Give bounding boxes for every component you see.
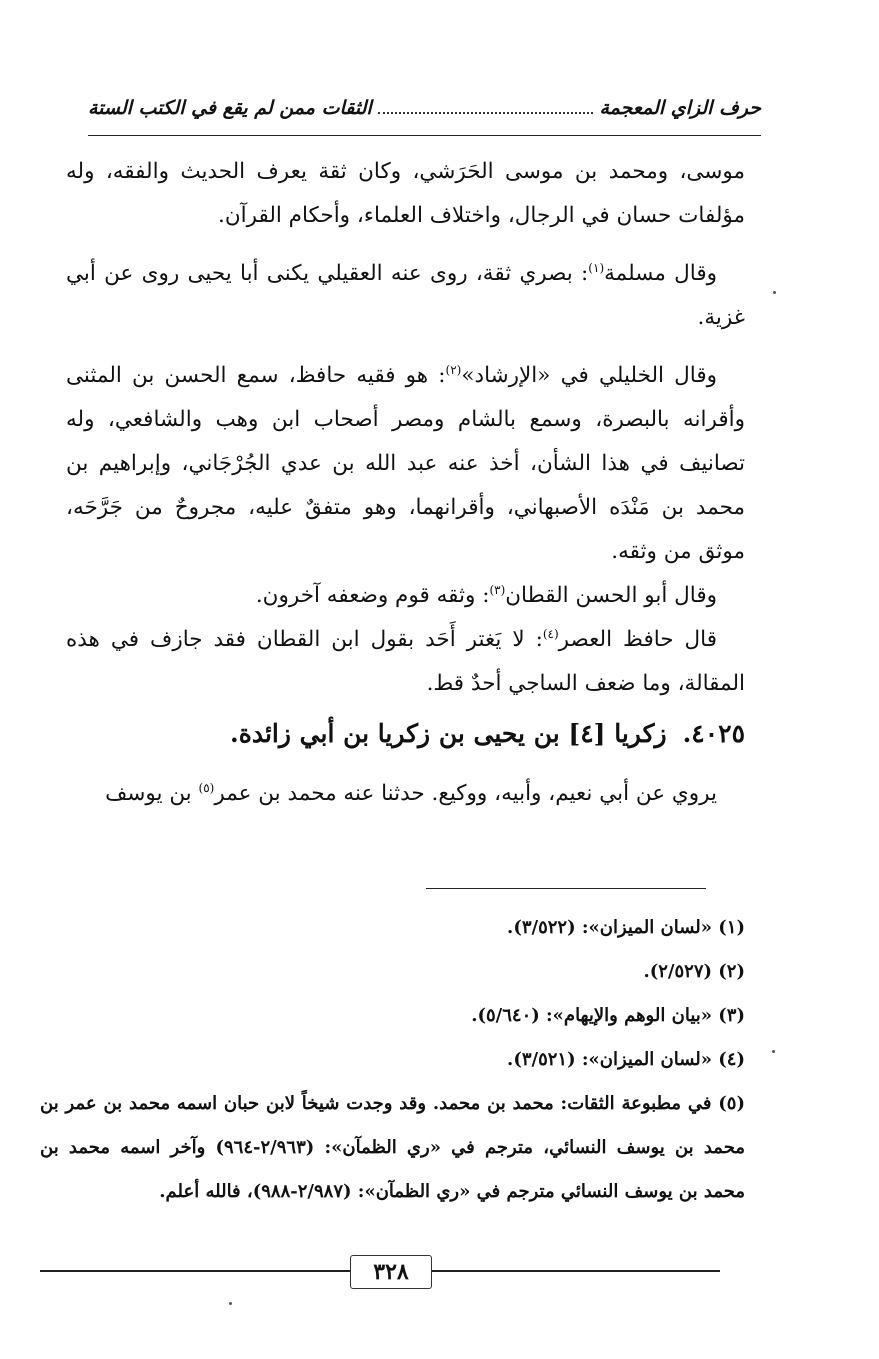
paragraph-text: وقال الخليلي في «الإرشاد» xyxy=(461,363,717,388)
paragraph-entry-body xyxy=(66,772,745,816)
scan-speck xyxy=(773,291,776,294)
footnote-3: (٣) «بيان الوهم والإيهام»: (٥/٦٤٠). xyxy=(471,1005,745,1026)
paragraph-continuation: موسى، ومحمد بن موسى الحَرَشي، وكان ثقة يعرف الحديث والفقه، وله مؤلفات حسان في الرجال، واختلاف العلماء، وأحكام القرآن. xyxy=(66,159,745,228)
footnote-ref-4: (٤) xyxy=(542,626,559,641)
header-book-title: الثقات ممن لم يقع في الكتب الستة xyxy=(88,97,372,119)
paragraph-text: وقال أبو الحسن القطان xyxy=(505,583,717,608)
footnote-ref-2: (٢) xyxy=(445,362,462,377)
paragraph-text: بن يوسف xyxy=(105,781,199,806)
paragraph-text: يروي عن أبي نعيم، وأبيه، ووكيع. حدثنا عنه محمد بن عمر xyxy=(214,781,717,806)
paragraph-maslama xyxy=(66,252,745,340)
header-leader-dots xyxy=(378,98,594,114)
entry-heading xyxy=(66,710,745,758)
page-number: ٣٢٨ xyxy=(350,1255,432,1289)
paragraph-text: : وثقه قوم وضعفه آخرون. xyxy=(255,583,490,608)
footnote-4: (٤) «لسان الميزان»: (٣/٥٢١). xyxy=(507,1049,745,1070)
footnotes xyxy=(40,906,745,1214)
paragraph-khalili xyxy=(66,354,745,574)
running-header xyxy=(88,97,761,136)
footnote-ref-3: (٣) xyxy=(489,582,506,597)
header-chapter-title: حرف الزاي المعجمة xyxy=(599,97,761,119)
paragraph-text: وقال مسلمة xyxy=(604,261,717,286)
main-text xyxy=(66,150,745,816)
paragraph-text: : لا يَغتر أَحَد بقول ابن القطان فقد جازف في هذه المقالة، وما ضعف الساجي أحدٌ قط. xyxy=(66,627,745,696)
paragraph-qattan xyxy=(66,574,745,618)
entry-title: زكريا [٤] بن يحيى بن زكريا بن أبي زائدة. xyxy=(230,719,667,748)
scan-speck xyxy=(772,1050,775,1053)
paragraph-hafiz-alasr xyxy=(66,618,745,706)
paragraph-text: قال حافظ العصر xyxy=(558,627,717,652)
entry-number: ٤٠٢٥. xyxy=(682,719,745,748)
paragraph-text: : هو فقيه حافظ، سمع الحسن بن المثنى وأقرانه بالبصرة، وسمع بالشام ومصر أصحاب ابن وهب والشافعي، وله تصانيف في هذا الشأن، أخذ عنه عبد الله بن عدي الجُرْجَاني، وإبراهيم بن محمد بن مَنْدَه الأصبهاني، وأقرانهما، وهو متفقٌ عليه، مجروحٌ من جَرَّحَه، موثق من وثقه. xyxy=(66,363,745,564)
footnote-ref-1: (١) xyxy=(588,260,605,275)
footnote-2: (٢) (٢/٥٢٧). xyxy=(643,961,745,982)
paragraph-text: : بصري ثقة، روى عنه العقيلي يكنى أبا يحيى روى عن أبي غزية. xyxy=(66,261,745,330)
scan-speck xyxy=(229,1302,232,1305)
footnote-separator xyxy=(426,888,706,889)
footnote-ref-5: (٥) xyxy=(198,780,215,795)
footnote-1: (١) «لسان الميزان»: (٣/٥٢٢). xyxy=(507,917,745,938)
footnote-5: (٥) في مطبوعة الثقات: محمد بن محمد. وقد وجدت شيخاً لابن حبان اسمه محمد بن عمر بن محمد بن يوسف النسائي، مترجم في «ري الظمآن»: (٢/٩٦٣-٩٦٤) وآخر اسمه محمد بن محمد بن يوسف النسائي مترجم في «ري الظمآن»: (٢/٩٨٧-٩٨٨)، فالله أعلم. xyxy=(40,1093,745,1202)
